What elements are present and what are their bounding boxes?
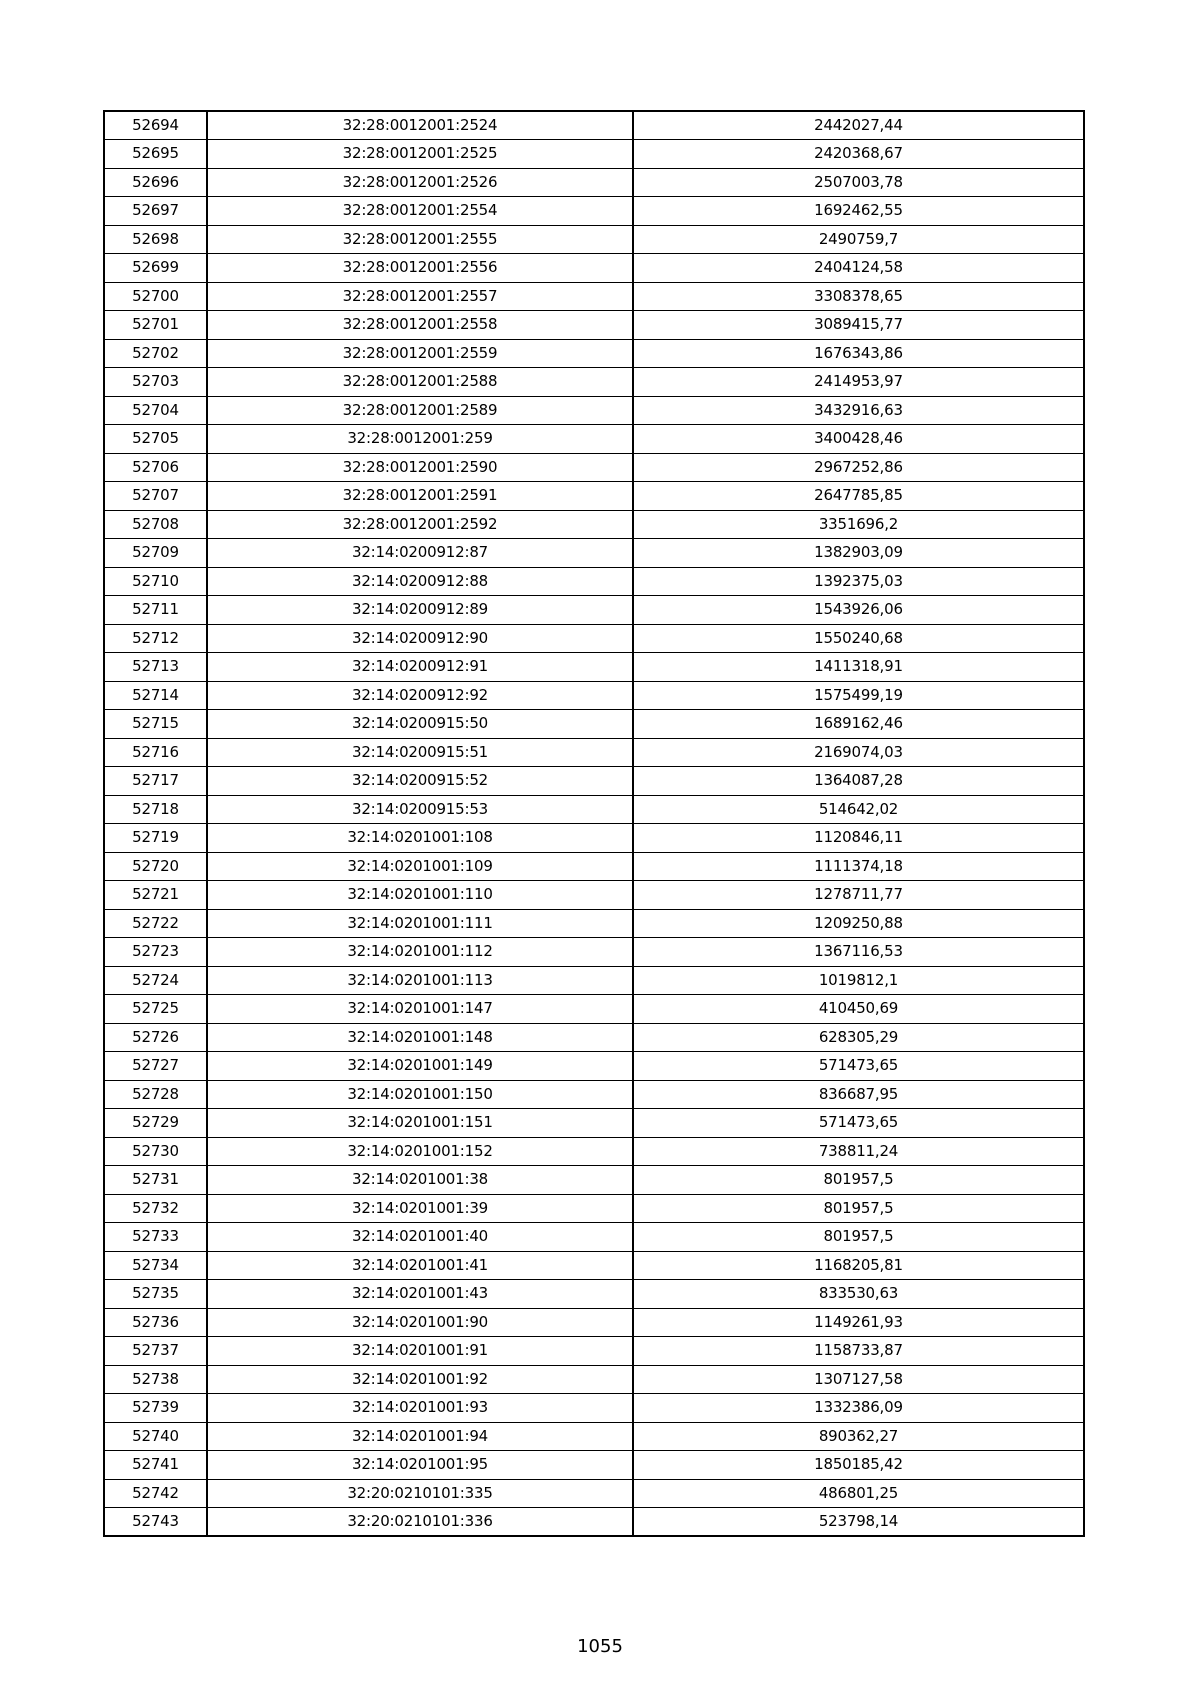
table-row [104,1137,1084,1166]
row-number-cell: 52695 [104,140,207,169]
cadastral-value-cell: 1168205,81 [633,1251,1084,1280]
table-row [104,1023,1084,1052]
cadastral-number-cell: 32:14:0201001:41 [207,1251,633,1280]
cadastral-value-cell: 2404124,58 [633,254,1084,283]
cadastral-value-cell: 2647785,85 [633,482,1084,511]
cadastral-number-cell: 32:14:0201001:38 [207,1166,633,1195]
row-number-cell: 52700 [104,282,207,311]
table-row [104,1052,1084,1081]
cadastral-value-cell: 1850185,42 [633,1451,1084,1480]
cadastral-value-cell: 1019812,1 [633,966,1084,995]
cadastral-value-cell: 1543926,06 [633,596,1084,625]
cadastral-number-cell: 32:14:0200912:89 [207,596,633,625]
row-number-cell: 52733 [104,1223,207,1252]
cadastral-number-cell: 32:14:0200915:53 [207,795,633,824]
cadastral-number-cell: 32:14:0201001:43 [207,1280,633,1309]
table-row [104,567,1084,596]
row-number-cell: 52715 [104,710,207,739]
row-number-cell: 52741 [104,1451,207,1480]
table-row [104,140,1084,169]
table-row [104,339,1084,368]
cadastral-value-cell: 3432916,63 [633,396,1084,425]
table-row [104,938,1084,967]
row-number-cell: 52724 [104,966,207,995]
cadastral-number-cell: 32:14:0201001:95 [207,1451,633,1480]
cadastral-value-cell: 2420368,67 [633,140,1084,169]
table-row [104,653,1084,682]
cadastral-number-cell: 32:28:0012001:2554 [207,197,633,226]
table-row [104,1422,1084,1451]
cadastral-value-cell: 1120846,11 [633,824,1084,853]
row-number-cell: 52720 [104,852,207,881]
cadastral-number-cell: 32:14:0200912:87 [207,539,633,568]
row-number-cell: 52716 [104,738,207,767]
cadastral-value-cell: 801957,5 [633,1223,1084,1252]
cadastral-number-cell: 32:14:0201001:148 [207,1023,633,1052]
table-row [104,111,1084,140]
cadastral-number-cell: 32:28:0012001:2558 [207,311,633,340]
row-number-cell: 52713 [104,653,207,682]
cadastral-number-cell: 32:28:0012001:2555 [207,225,633,254]
cadastral-number-cell: 32:14:0201001:147 [207,995,633,1024]
row-number-cell: 52702 [104,339,207,368]
row-number-cell: 52730 [104,1137,207,1166]
table-row [104,795,1084,824]
table-row [104,596,1084,625]
row-number-cell: 52719 [104,824,207,853]
table-body [104,111,1084,1536]
cadastral-value-cell: 1550240,68 [633,624,1084,653]
cadastral-number-cell: 32:28:0012001:2556 [207,254,633,283]
cadastral-number-cell: 32:14:0201001:40 [207,1223,633,1252]
cadastral-number-cell: 32:14:0200915:51 [207,738,633,767]
row-number-cell: 52697 [104,197,207,226]
table-row [104,539,1084,568]
cadastral-number-cell: 32:14:0201001:90 [207,1308,633,1337]
table-row [104,966,1084,995]
cadastral-number-cell: 32:14:0201001:109 [207,852,633,881]
cadastral-value-cell: 1392375,03 [633,567,1084,596]
cadastral-number-cell: 32:14:0201001:152 [207,1137,633,1166]
cadastral-value-cell: 1367116,53 [633,938,1084,967]
cadastral-number-cell: 32:28:0012001:2559 [207,339,633,368]
table-row [104,396,1084,425]
table-row [104,1223,1084,1252]
cadastral-number-cell: 32:14:0201001:112 [207,938,633,967]
cadastral-number-cell: 32:14:0201001:149 [207,1052,633,1081]
row-number-cell: 52704 [104,396,207,425]
cadastral-number-cell: 32:14:0201001:93 [207,1394,633,1423]
cadastral-number-cell: 32:28:0012001:2591 [207,482,633,511]
cadastral-value-cell: 1149261,93 [633,1308,1084,1337]
table-row [104,425,1084,454]
cadastral-value-cell: 1209250,88 [633,909,1084,938]
row-number-cell: 52710 [104,567,207,596]
row-number-cell: 52734 [104,1251,207,1280]
cadastral-number-cell: 32:14:0200915:50 [207,710,633,739]
table-row [104,1080,1084,1109]
cadastral-value-cell: 3400428,46 [633,425,1084,454]
cadastral-number-cell: 32:28:0012001:2592 [207,510,633,539]
row-number-cell: 52723 [104,938,207,967]
row-number-cell: 52717 [104,767,207,796]
table-row [104,995,1084,1024]
row-number-cell: 52712 [104,624,207,653]
table-row [104,197,1084,226]
table-row [104,909,1084,938]
cadastral-value-cell: 801957,5 [633,1166,1084,1195]
cadastral-value-cell: 571473,65 [633,1052,1084,1081]
table-row [104,738,1084,767]
table-row [104,1166,1084,1195]
cadastral-number-cell: 32:28:0012001:2557 [207,282,633,311]
table-row [104,881,1084,910]
table-row [104,710,1084,739]
row-number-cell: 52737 [104,1337,207,1366]
cadastral-value-cell: 523798,14 [633,1508,1084,1537]
cadastral-value-cell: 836687,95 [633,1080,1084,1109]
table-row [104,368,1084,397]
cadastral-value-cell: 1382903,09 [633,539,1084,568]
row-number-cell: 52740 [104,1422,207,1451]
row-number-cell: 52699 [104,254,207,283]
cadastral-value-cell: 1307127,58 [633,1365,1084,1394]
table-row [104,852,1084,881]
row-number-cell: 52731 [104,1166,207,1195]
table-row [104,1337,1084,1366]
table-row [104,1365,1084,1394]
cadastral-number-cell: 32:28:0012001:2590 [207,453,633,482]
cadastral-value-cell: 1111374,18 [633,852,1084,881]
row-number-cell: 52729 [104,1109,207,1138]
cadastral-value-cell: 890362,27 [633,1422,1084,1451]
row-number-cell: 52738 [104,1365,207,1394]
cadastral-number-cell: 32:14:0201001:113 [207,966,633,995]
cadastral-number-cell: 32:28:0012001:2588 [207,368,633,397]
table-row [104,168,1084,197]
table-row [104,282,1084,311]
cadastral-number-cell: 32:14:0201001:91 [207,1337,633,1366]
cadastral-value-cell: 738811,24 [633,1137,1084,1166]
table-row [104,1451,1084,1480]
row-number-cell: 52705 [104,425,207,454]
table-row [104,1394,1084,1423]
cadastral-number-cell: 32:14:0201001:151 [207,1109,633,1138]
row-number-cell: 52707 [104,482,207,511]
row-number-cell: 52742 [104,1479,207,1508]
row-number-cell: 52709 [104,539,207,568]
table-row [104,510,1084,539]
cadastral-value-cell: 1411318,91 [633,653,1084,682]
row-number-cell: 52735 [104,1280,207,1309]
cadastral-value-cell: 1278711,77 [633,881,1084,910]
table-row [104,824,1084,853]
row-number-cell: 52706 [104,453,207,482]
cadastral-value-cell: 3308378,65 [633,282,1084,311]
cadastral-value-cell: 1575499,19 [633,681,1084,710]
table-row [104,1109,1084,1138]
row-number-cell: 52701 [104,311,207,340]
cadastral-number-cell: 32:20:0210101:336 [207,1508,633,1537]
cadastral-value-cell: 3089415,77 [633,311,1084,340]
table-row [104,1508,1084,1537]
cadastral-value-cell: 833530,63 [633,1280,1084,1309]
cadastral-value-cell: 2507003,78 [633,168,1084,197]
row-number-cell: 52726 [104,1023,207,1052]
cadastral-value-cell: 628305,29 [633,1023,1084,1052]
row-number-cell: 52714 [104,681,207,710]
row-number-cell: 52727 [104,1052,207,1081]
page-number: 1055 [577,1636,623,1657]
cadastral-number-cell: 32:28:0012001:2526 [207,168,633,197]
cadastral-value-cell: 2442027,44 [633,111,1084,140]
cadastral-number-cell: 32:14:0201001:92 [207,1365,633,1394]
cadastral-number-cell: 32:14:0200912:90 [207,624,633,653]
table-row [104,482,1084,511]
table-row [104,311,1084,340]
row-number-cell: 52708 [104,510,207,539]
row-number-cell: 52743 [104,1508,207,1537]
cadastral-value-cell: 3351696,2 [633,510,1084,539]
table-row [104,624,1084,653]
row-number-cell: 52721 [104,881,207,910]
table-row [104,767,1084,796]
cadastral-value-cell: 571473,65 [633,1109,1084,1138]
table-row [104,1280,1084,1309]
row-number-cell: 52698 [104,225,207,254]
cadastral-value-table [103,110,1085,1537]
cadastral-value-cell: 1364087,28 [633,767,1084,796]
cadastral-value-cell: 2490759,7 [633,225,1084,254]
cadastral-value-cell: 2414953,97 [633,368,1084,397]
row-number-cell: 52694 [104,111,207,140]
cadastral-value-cell: 1158733,87 [633,1337,1084,1366]
cadastral-number-cell: 32:14:0201001:94 [207,1422,633,1451]
cadastral-value-cell: 1689162,46 [633,710,1084,739]
row-number-cell: 52739 [104,1394,207,1423]
cadastral-number-cell: 32:14:0201001:110 [207,881,633,910]
cadastral-value-cell: 1332386,09 [633,1394,1084,1423]
cadastral-number-cell: 32:14:0201001:39 [207,1194,633,1223]
row-number-cell: 52703 [104,368,207,397]
cadastral-value-cell: 2967252,86 [633,453,1084,482]
cadastral-number-cell: 32:14:0200912:88 [207,567,633,596]
table-row [104,1251,1084,1280]
row-number-cell: 52718 [104,795,207,824]
cadastral-number-cell: 32:28:0012001:259 [207,425,633,454]
cadastral-value-cell: 1676343,86 [633,339,1084,368]
table-row [104,254,1084,283]
cadastral-value-cell: 2169074,03 [633,738,1084,767]
cadastral-number-cell: 32:20:0210101:335 [207,1479,633,1508]
table-row [104,1479,1084,1508]
table-row [104,1308,1084,1337]
cadastral-number-cell: 32:14:0201001:108 [207,824,633,853]
row-number-cell: 52696 [104,168,207,197]
cadastral-value-cell: 486801,25 [633,1479,1084,1508]
row-number-cell: 52732 [104,1194,207,1223]
cadastral-number-cell: 32:28:0012001:2525 [207,140,633,169]
row-number-cell: 52711 [104,596,207,625]
cadastral-number-cell: 32:14:0200912:91 [207,653,633,682]
cadastral-value-cell: 410450,69 [633,995,1084,1024]
cadastral-value-cell: 514642,02 [633,795,1084,824]
row-number-cell: 52722 [104,909,207,938]
cadastral-number-cell: 32:28:0012001:2524 [207,111,633,140]
row-number-cell: 52728 [104,1080,207,1109]
cadastral-value-cell: 1692462,55 [633,197,1084,226]
cadastral-number-cell: 32:28:0012001:2589 [207,396,633,425]
cadastral-number-cell: 32:14:0200915:52 [207,767,633,796]
table-row [104,225,1084,254]
row-number-cell: 52736 [104,1308,207,1337]
cadastral-value-cell: 801957,5 [633,1194,1084,1223]
cadastral-number-cell: 32:14:0200912:92 [207,681,633,710]
row-number-cell: 52725 [104,995,207,1024]
table-row [104,1194,1084,1223]
table-row [104,681,1084,710]
table-row [104,453,1084,482]
cadastral-number-cell: 32:14:0201001:111 [207,909,633,938]
cadastral-number-cell: 32:14:0201001:150 [207,1080,633,1109]
